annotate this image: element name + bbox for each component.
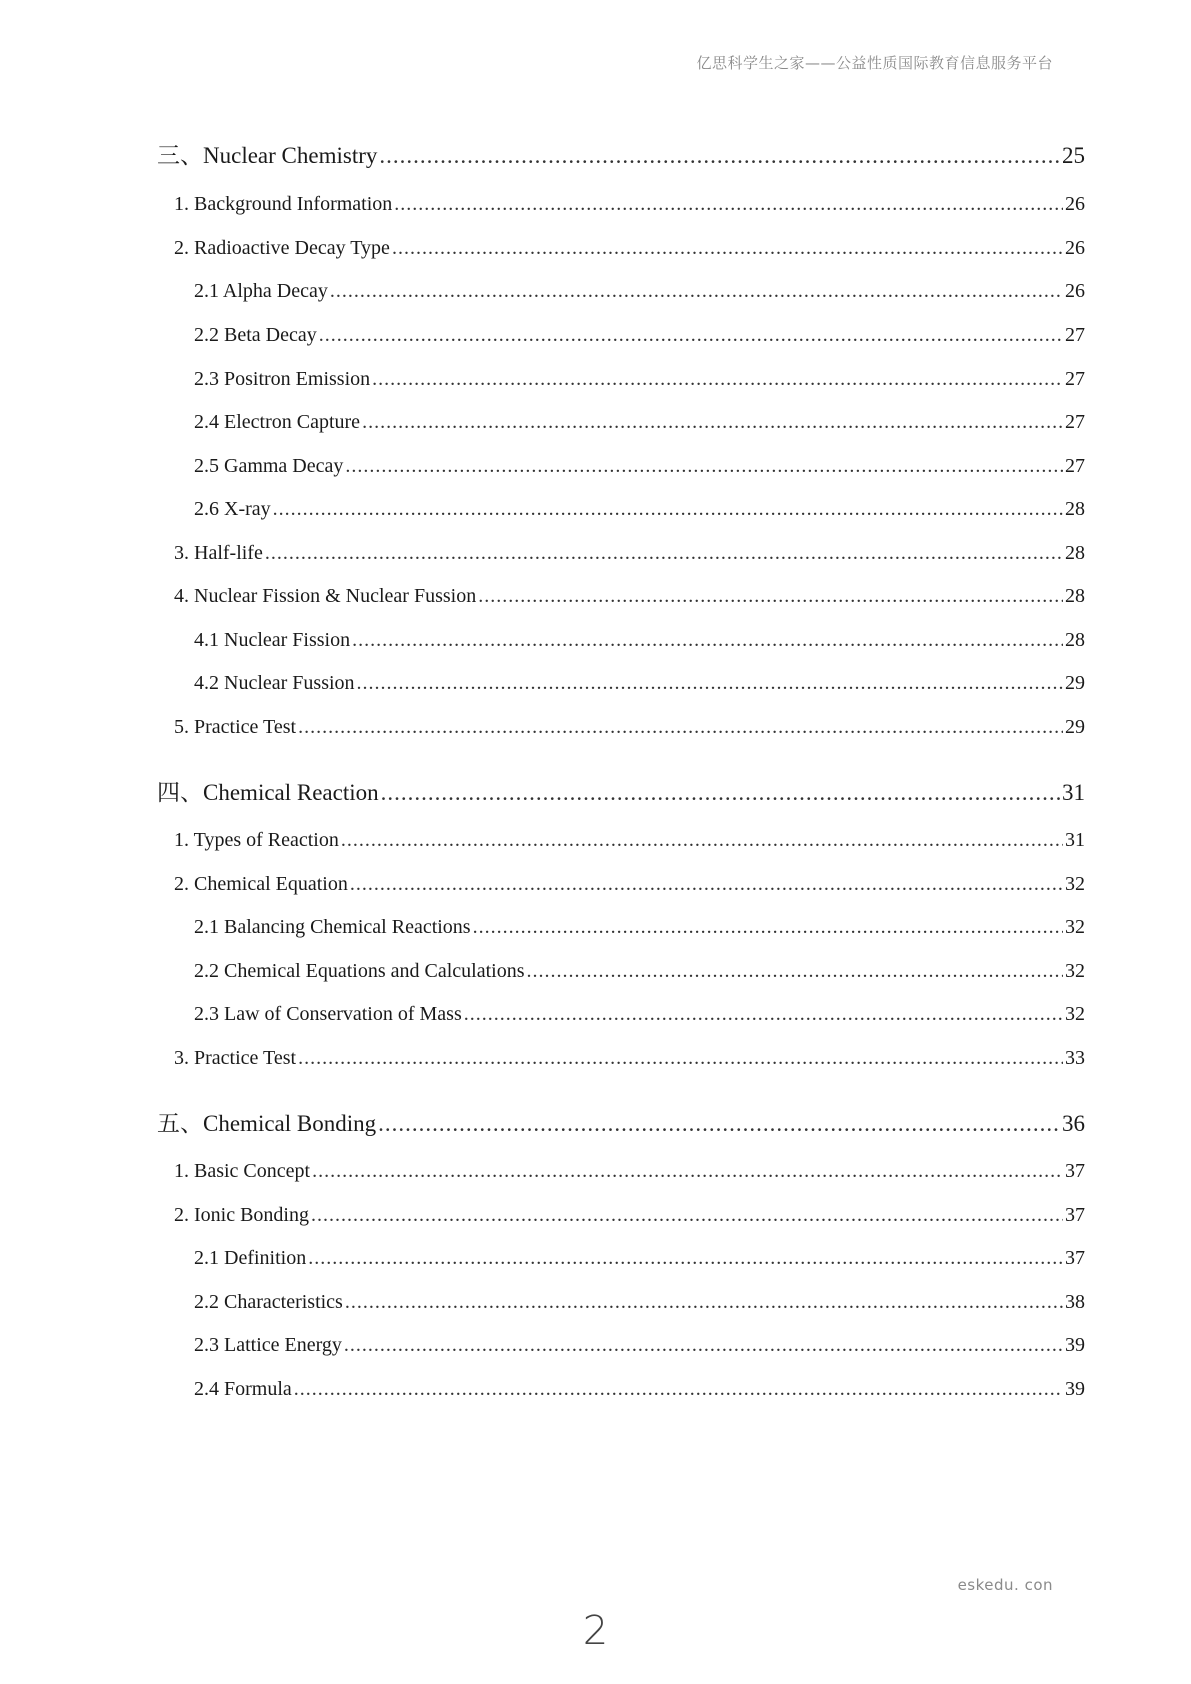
toc-entry-label: 五、Chemical Bonding	[157, 1111, 377, 1136]
toc-dot-leader	[298, 716, 1063, 739]
toc-entry-page: 31	[1065, 829, 1085, 851]
toc-dot-leader	[294, 1378, 1063, 1401]
toc-section-entry[interactable]	[0, 542, 1191, 565]
toc-entry-page: 32	[1065, 960, 1085, 982]
toc-entry-label: 2.3 Law of Conservation of Mass	[194, 1003, 462, 1025]
toc-entry-page: 32	[1065, 873, 1085, 895]
toc-entry-label: 3. Half-life	[174, 542, 263, 564]
page-number: 2	[582, 1608, 609, 1654]
toc-entry-label: 4. Nuclear Fission & Nuclear Fussion	[174, 585, 477, 607]
toc-section-entry[interactable]	[0, 829, 1191, 852]
toc-entry-page: 28	[1065, 542, 1085, 564]
toc-section-entry[interactable]	[0, 1047, 1191, 1070]
toc-section-entry[interactable]	[0, 960, 1191, 983]
toc-section-entry[interactable]	[0, 873, 1191, 896]
toc-section-entry[interactable]	[0, 455, 1191, 478]
toc-entry-page: 26	[1065, 193, 1085, 215]
toc-dot-leader	[362, 411, 1063, 434]
toc-entry-page: 27	[1065, 411, 1085, 433]
toc-entry-page: 32	[1065, 916, 1085, 938]
toc-entry-label: 2.2 Characteristics	[194, 1291, 343, 1313]
toc-entry-label: 2.5 Gamma Decay	[194, 455, 344, 477]
toc-section-entry[interactable]	[0, 368, 1191, 391]
toc-dot-leader	[379, 143, 1060, 169]
toc-entry-page: 37	[1065, 1160, 1085, 1182]
toc-entry-label: 2.3 Positron Emission	[194, 368, 371, 390]
toc-dot-leader	[319, 324, 1063, 347]
toc-section-entry[interactable]	[0, 1003, 1191, 1026]
toc-entry-label: 2.2 Chemical Equations and Calculations	[194, 960, 525, 982]
toc-dot-leader	[478, 585, 1063, 608]
page-header: 亿思科学生之家——公益性质国际教育信息服务平台	[696, 54, 1053, 72]
toc-dot-leader	[372, 368, 1063, 391]
toc-section-entry[interactable]	[0, 1160, 1191, 1183]
toc-entry-label: 2.6 X-ray	[194, 498, 271, 520]
toc-section-entry[interactable]	[0, 324, 1191, 347]
toc-entry-label: 2. Radioactive Decay Type	[174, 237, 390, 259]
toc-dot-leader	[312, 1160, 1063, 1183]
toc-entry-page: 27	[1065, 368, 1085, 390]
toc-entry-label: 2.3 Lattice Energy	[194, 1334, 342, 1356]
toc-entry-page: 31	[1062, 780, 1085, 805]
toc-entry-label: 2.4 Electron Capture	[194, 411, 361, 433]
toc-section-entry[interactable]	[0, 916, 1191, 939]
toc-entry-label: 2.2 Beta Decay	[194, 324, 317, 346]
toc-entry-page: 28	[1065, 629, 1085, 651]
toc-section-entry[interactable]	[0, 498, 1191, 521]
toc-chapter-entry[interactable]	[0, 774, 1191, 807]
toc-entry-label: 1. Basic Concept	[174, 1160, 311, 1182]
toc-dot-leader	[394, 193, 1063, 216]
toc-dot-leader	[298, 1047, 1063, 1070]
toc-entry-label: 2.1 Definition	[194, 1247, 307, 1269]
toc-entry-page: 37	[1065, 1204, 1085, 1226]
toc-entry-page: 33	[1065, 1047, 1085, 1069]
toc-entry-page: 39	[1065, 1378, 1085, 1400]
toc-dot-leader	[464, 1003, 1063, 1026]
toc-entry-label: 2. Chemical Equation	[174, 873, 348, 895]
toc-entry-page: 36	[1062, 1111, 1085, 1136]
toc-dot-leader	[381, 780, 1060, 806]
toc-entry-label: 3. Practice Test	[174, 1047, 297, 1069]
toc-dot-leader	[308, 1247, 1063, 1270]
toc-dot-leader	[311, 1204, 1063, 1227]
toc-entry-label: 1. Background Information	[174, 193, 393, 215]
toc-section-entry[interactable]	[0, 237, 1191, 260]
toc-entry-page: 32	[1065, 1003, 1085, 1025]
toc-section-entry[interactable]	[0, 585, 1191, 608]
footer-site-url: eskedu. con	[957, 1576, 1053, 1594]
toc-entry-label: 2.4 Formula	[194, 1378, 292, 1400]
toc-entry-page: 38	[1065, 1291, 1085, 1313]
toc-entry-label: 4.2 Nuclear Fussion	[194, 672, 355, 694]
toc-section-entry[interactable]	[0, 411, 1191, 434]
toc-dot-leader	[265, 542, 1063, 565]
toc-entry-label: 2.1 Balancing Chemical Reactions	[194, 916, 471, 938]
toc-entry-label: 四、Chemical Reaction	[157, 780, 379, 805]
toc-entry-page: 26	[1065, 237, 1085, 259]
toc-section-entry[interactable]	[0, 280, 1191, 303]
toc-section-entry[interactable]	[0, 1334, 1191, 1357]
toc-entry-page: 28	[1065, 498, 1085, 520]
toc-entry-label: 1. Types of Reaction	[174, 829, 339, 851]
toc-chapter-entry[interactable]	[0, 1105, 1191, 1138]
toc-entry-page: 26	[1065, 280, 1085, 302]
toc-section-entry[interactable]	[0, 193, 1191, 216]
toc-dot-leader	[330, 280, 1063, 303]
toc-entry-page: 25	[1062, 143, 1085, 168]
toc-entry-page: 29	[1065, 716, 1085, 738]
toc-entry-label: 5. Practice Test	[174, 716, 297, 738]
toc-dot-leader	[344, 1334, 1063, 1357]
toc-section-entry[interactable]	[0, 716, 1191, 739]
toc-section-entry[interactable]	[0, 1247, 1191, 1270]
toc-dot-leader	[352, 629, 1063, 652]
toc-section-entry[interactable]	[0, 1378, 1191, 1401]
toc-entry-label: 2. Ionic Bonding	[174, 1204, 309, 1226]
toc-dot-leader	[527, 960, 1064, 983]
toc-dot-leader	[378, 1111, 1060, 1137]
toc-entry-label: 2.1 Alpha Decay	[194, 280, 328, 302]
toc-dot-leader	[341, 829, 1063, 852]
toc-section-entry[interactable]	[0, 1204, 1191, 1227]
toc-dot-leader	[345, 455, 1063, 478]
toc-entry-page: 29	[1065, 672, 1085, 694]
toc-dot-leader	[473, 916, 1063, 939]
toc-dot-leader	[350, 873, 1063, 896]
toc-section-entry[interactable]	[0, 1291, 1191, 1314]
toc-dot-leader	[392, 237, 1063, 260]
toc-entry-page: 39	[1065, 1334, 1085, 1356]
toc-entry-page: 27	[1065, 455, 1085, 477]
toc-entry-page: 27	[1065, 324, 1085, 346]
toc-section-entry[interactable]	[0, 672, 1191, 695]
toc-entry-label: 4.1 Nuclear Fission	[194, 629, 351, 651]
toc-entry-page: 28	[1065, 585, 1085, 607]
toc-chapter-entry[interactable]	[0, 137, 1191, 170]
toc-dot-leader	[273, 498, 1063, 521]
toc-section-entry[interactable]	[0, 629, 1191, 652]
toc-dot-leader	[345, 1291, 1063, 1314]
toc-dot-leader	[357, 672, 1063, 695]
toc-entry-label: 三、Nuclear Chemistry	[157, 143, 378, 168]
toc-entry-page: 37	[1065, 1247, 1085, 1269]
